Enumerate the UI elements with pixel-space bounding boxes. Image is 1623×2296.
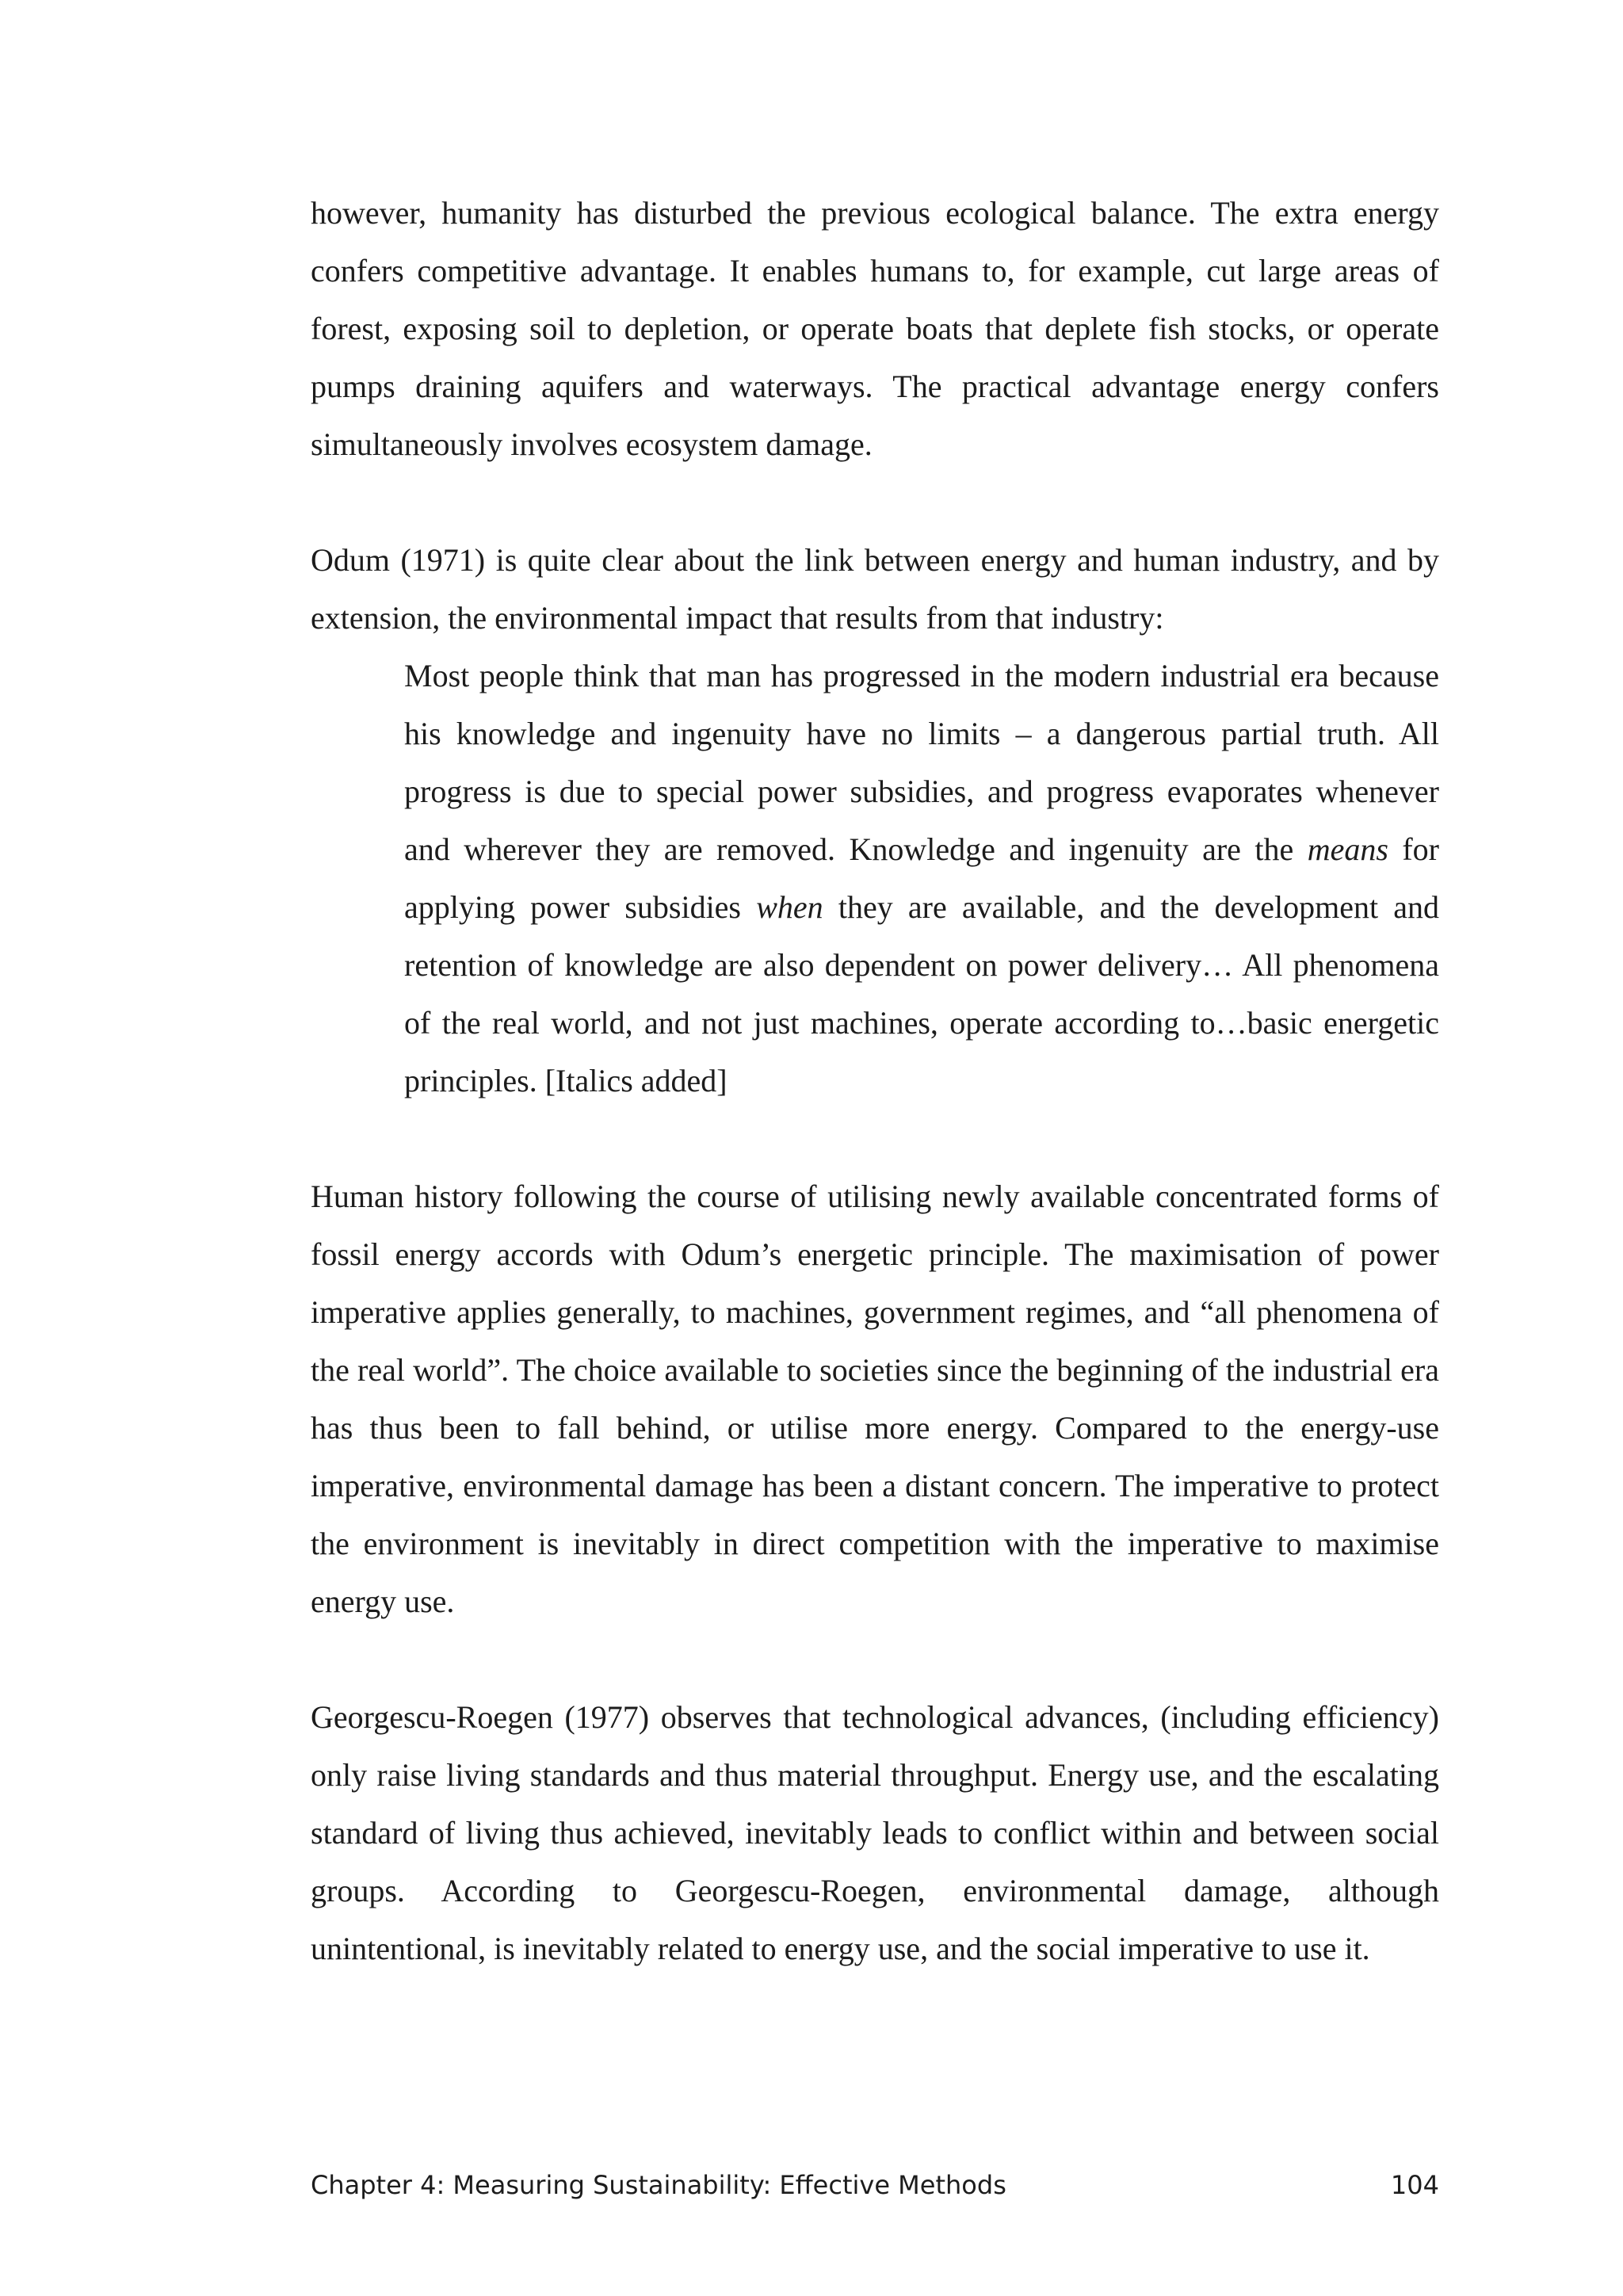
quote-italic-when: when <box>756 889 823 925</box>
paragraph-gap <box>311 1110 1439 1167</box>
paragraph-4: Georgescu-Roegen (1977) observes that technological advances, (including efficiency) only raise living standards and thus material throughput. Energy use, and the escalating standard of living thus achieved, inevitably leads to conflict within and between social groups. According to Georgescu-Roegen, environmental damage, although unintentional, is inevitably related to energy use, and the social imperative to use it. <box>311 1699 1439 1966</box>
quote-text-1: Most people think that man has progressed in the modern industrial era because his knowledge and ingenuity have no limits – a dangerous partial truth. All progress is due to special power subsidies, and progress evaporates whenever and wherever they are removed. Knowledge and ingenuity are the <box>404 658 1439 867</box>
body-text <box>311 184 1439 1977</box>
paragraph-2: Odum (1971) is quite clear about the link between energy and human industry, and by extension, the environmental impact that results from that industry: <box>311 542 1439 636</box>
paragraph-1: however, humanity has disturbed the previous ecological balance. The extra energy confers competitive advantage. It enables humans to, for example, cut large areas of forest, exposing soil to depletion, or operate boats that deplete fish stocks, or operate pumps draining aquifers and waterways. The practical advantage energy confers simultaneously involves ecosystem damage. <box>311 195 1439 462</box>
block-quote <box>404 647 1439 1110</box>
quote-italic-means: means <box>1307 831 1388 867</box>
quote-text-3: they are available, and the development and retention of knowledge are also dependent on power delivery… All phenomena of the real world, and not just machines, operate according to…basic energetic principles. [Italics added] <box>404 889 1440 1098</box>
page-footer <box>311 2170 1439 2200</box>
page-number: 104 <box>1390 2170 1439 2200</box>
footer-chapter-title: Chapter 4: Measuring Sustainability: Effective Methods <box>311 2170 1006 2200</box>
quote-text-2: for applying power subsidies <box>404 831 1440 925</box>
paragraph-3: Human history following the course of utilising newly available concentrated forms of fossil energy accords with Odum’s energetic principle. The maximisation of power imperative applies generally, to machines, government regimes, and “all phenomena of the real world”. The choice available to societies since the beginning of the industrial era has thus been to fall behind, or utilise more energy. Compared to the energy-use imperative, environmental damage has been a distant concern. The imperative to protect the environment is inevitably in direct competition with the imperative to maximise energy use. <box>311 1179 1439 1619</box>
paragraph-gap <box>311 1630 1439 1688</box>
paragraph-gap <box>311 473 1439 531</box>
